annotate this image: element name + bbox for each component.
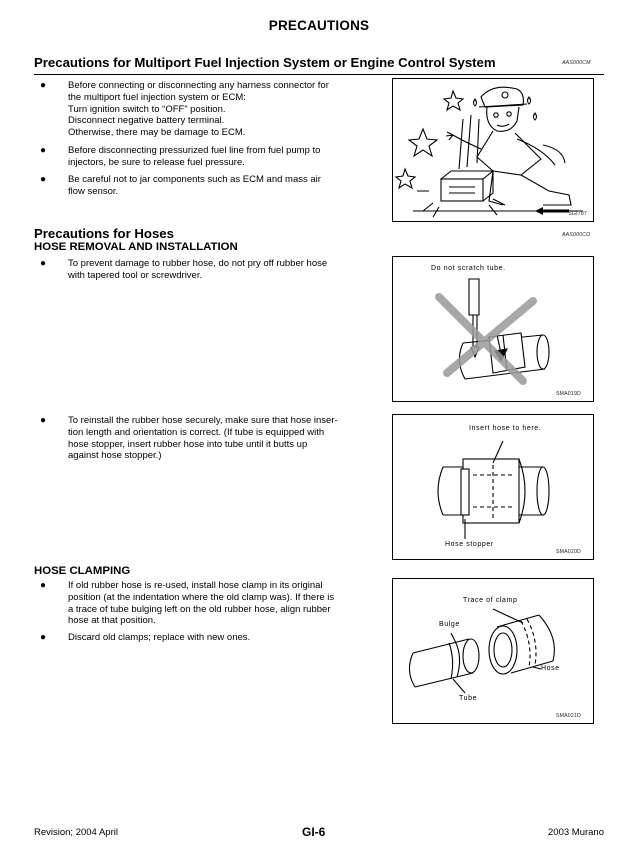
bullet-icon: ●: [40, 632, 47, 643]
figure-label-hose: Hose: [541, 665, 560, 672]
bullet-icon: ●: [40, 174, 47, 185]
bullet-icon: ●: [40, 80, 47, 91]
figure-do-not-scratch: [392, 256, 594, 402]
bullet-harness: ● Before connecting or disconnecting any harness connector for the multiport fuel injection system or ECM: Turn ignition switch to “OFF” position. Disconnect negative battery terminal. Otherwise, there may be damage to ECM.: [40, 80, 329, 139]
cartoon-illustration: [393, 79, 593, 221]
subsection-title-hose-clamping: HOSE CLAMPING: [34, 565, 131, 577]
footer-model: 2003 Murano: [548, 827, 604, 838]
figure-code: SMA019D: [555, 391, 581, 397]
bullet-icon: ●: [40, 415, 47, 426]
bullet-icon: ●: [40, 258, 47, 269]
figure-code: SMA020D: [555, 549, 581, 555]
figure-label-insert: Insert hose to here.: [469, 425, 542, 432]
subsection-title-hose-removal: HOSE REMOVAL AND INSTALLATION: [34, 241, 238, 253]
figure-code: SMA021D: [555, 713, 581, 719]
figure-label: Do not scratch tube.: [431, 265, 506, 272]
insert-hose-illustration: [393, 415, 593, 559]
bullet-discard-clamps: ● Discard old clamps; replace with new ones.: [40, 632, 251, 643]
bullet-reuse-hose: ● If old rubber hose is re-used, install hose clamp in its original position (at the indentation where the old clamp was). If there is a trace of tube bulging left on the old rubber hose, align rubber hose at that position.: [40, 580, 335, 627]
bullet-icon: ●: [40, 580, 47, 591]
figure-label-stopper: Hose stopper: [445, 541, 494, 548]
figure-label-clamp: Trace of clamp: [463, 597, 518, 604]
figure-hose-clamping: [392, 578, 594, 724]
section-title-fuel-injection: Precautions for Multiport Fuel Injection System or Engine Control System: [34, 55, 496, 70]
bullet-icon: ●: [40, 145, 47, 156]
figure-ecm-warning: [392, 78, 594, 222]
footer-revision: Revision; 2004 April: [34, 827, 118, 838]
star-icon: [409, 129, 437, 156]
figure-insert-hose: [392, 414, 594, 560]
bullet-jar-components: ● Be careful not to jar components such as ECM and mass air flow sensor.: [40, 174, 321, 197]
star-icon: [396, 169, 415, 188]
scratch-illustration: [393, 257, 593, 401]
section-rule: [34, 74, 604, 75]
bullet-reinstall-hose: ● To reinstall the rubber hose securely, make sure that hose inser- tion length and orientation is correct. (If tube is equipped with hose stopper, insert rubber hose into tube until it butts up against hose stopper.): [40, 415, 338, 462]
bullet-no-pry: ● To prevent damage to rubber hose, do not pry off rubber hose with tapered tool or screwdriver.: [40, 258, 328, 281]
bullet-fuel-pressure: ● Before disconnecting pressurized fuel line from fuel pump to injectors, be sure to release fuel pressure.: [40, 145, 321, 168]
figure-label-bulge: Bulge: [439, 621, 460, 628]
page-header-title: PRECAUTIONS: [268, 18, 370, 33]
star-icon: [444, 91, 463, 110]
footer-page-number: GI-6: [302, 825, 326, 839]
figure-label-tube: Tube: [459, 695, 478, 702]
section-code: AAS000CO: [562, 232, 591, 238]
section-code: AAS000CM: [562, 60, 591, 66]
section-title-hoses: Precautions for Hoses: [34, 226, 174, 241]
figure-code: SGI787: [568, 211, 587, 217]
